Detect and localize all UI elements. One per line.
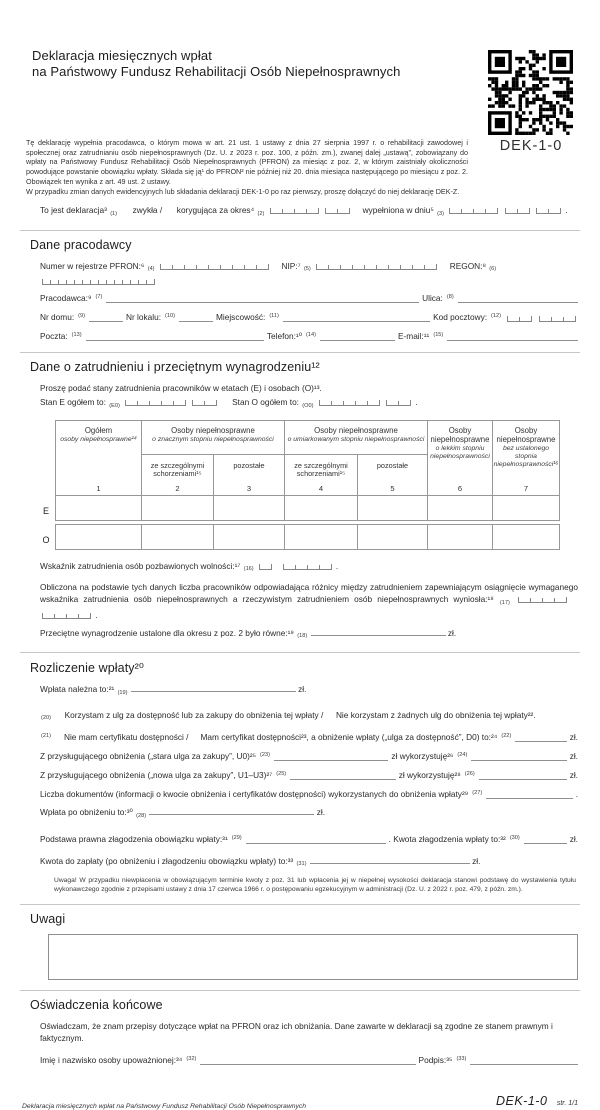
col-title: Ogółem — [84, 425, 113, 435]
label: Nr lokalu: — [125, 312, 162, 323]
col-header-lekki — [427, 421, 492, 495]
comb-field[interactable] — [319, 400, 380, 406]
employer-address-line — [40, 310, 578, 323]
position-label: (8) — [446, 294, 454, 301]
cell-o5[interactable] — [357, 525, 427, 549]
podstawa-prawna-line — [40, 832, 578, 845]
section-oswiadczenia — [20, 990, 580, 1066]
comb-field[interactable] — [42, 279, 155, 285]
label: korygująca za okres⁴ — [176, 205, 255, 216]
col-header-szczegolne-2 — [284, 455, 357, 495]
fill-field[interactable] — [149, 807, 314, 815]
label: To jest deklaracja³ — [40, 205, 107, 216]
fill-field[interactable] — [320, 333, 395, 341]
employment-totals-line — [40, 396, 580, 412]
liczba-dokumentow-line — [40, 787, 578, 800]
position-label: (28) — [136, 812, 147, 819]
position-label: (23) — [260, 752, 270, 759]
label: Obliczona na podstawie tych danych liczba pracowników odpowiadająca różnicy między zatrudnieniem zapewniającym osiągnięcie wymaganego wskaźnika zatrudnienia osób niepełnosprawnych a rzeczywistym zatrudnieniem osób niepełnosprawnych wyniosła:¹⁸ — [40, 582, 578, 605]
col-number: 7 — [523, 483, 529, 493]
fill-field[interactable] — [515, 734, 566, 742]
position-label: (27) — [472, 790, 483, 797]
statement-text: Oświadczam, że znam przepisy dotyczące wpłat na PFRON oraz ich obniżania. Dane zawarte w deklaracji są zgodne ze stanem prawnym i faktycznym. — [40, 1021, 553, 1044]
form-header — [20, 48, 580, 156]
footer-title: Deklaracja miesięcznych wpłat na Państwowy Fundusz Rehabilitacji Osób Niepełnosprawnych — [22, 1103, 307, 1110]
fill-field[interactable] — [486, 791, 572, 799]
comb-field[interactable] — [507, 316, 532, 322]
label: . — [565, 205, 568, 216]
certyfikat-line — [40, 730, 578, 743]
comb-field[interactable] — [283, 564, 332, 570]
uwagi-textarea[interactable] — [48, 934, 578, 980]
label: Numer w rejestrze PFRON:⁶ — [40, 260, 145, 271]
position-label: (14) — [306, 332, 316, 339]
cell-o7[interactable] — [492, 525, 559, 549]
declaration-type-line — [40, 204, 580, 220]
position-label: (29) — [231, 834, 242, 841]
group-subtitle: o umiarkowanym stopniu niepełnosprawności — [287, 435, 425, 443]
group-title: Osoby niepełnosprawne — [314, 425, 398, 435]
label: REGON:⁸ — [449, 260, 486, 271]
position-label: (25) — [276, 771, 287, 778]
fill-field[interactable] — [290, 772, 396, 780]
cell-o2[interactable] — [141, 525, 213, 549]
label: zł. — [569, 751, 578, 762]
position-label: (10) — [165, 313, 175, 320]
position-label: (9) — [78, 313, 85, 320]
row-label-o: O — [42, 534, 50, 545]
label: Wskaźnik zatrudnienia osób pozbawionych wolności:¹⁷ — [40, 560, 241, 571]
label: Nie mam certyfikatu dostępności / — [63, 732, 189, 743]
position-label: (24) — [457, 752, 468, 759]
kwota-warning-note: Uwaga! W przypadku niewpłacenia w obowiązującym terminie kwoty z poz. 31 lub wpłacenia jej w niepełnej wysokości deklaracja stanowi podstawę do wystawienia tytułu wykonawczego zgodnie z przepisami ustawy z dnia 17 czerwca 1966 r. o postępowaniu egzekucyjnym w administracji (Dz. U. z 2022 r. poz. 479, z późn. zm.). — [54, 877, 576, 894]
fill-field[interactable] — [311, 628, 446, 636]
section-heading: Dane o zatrudnieniu i przeciętnym wynagrodzeniu¹² — [30, 360, 320, 375]
col-number: 2 — [175, 483, 180, 493]
fill-field[interactable] — [246, 836, 386, 844]
label: zł. — [472, 855, 481, 866]
col-title: pozostałe — [233, 460, 265, 470]
label: Nr domu: — [40, 312, 75, 323]
comb-field[interactable] — [325, 208, 350, 214]
employment-note: Proszę podać stany zatrudnienia pracowników w etatach (E) i osobach (O)¹³. — [40, 383, 322, 394]
nowa-ulga-line — [40, 768, 578, 781]
kwota-do-zaplaty-line — [40, 855, 580, 871]
fill-field[interactable] — [200, 1057, 415, 1065]
table-row-o — [55, 524, 560, 550]
comb-field[interactable] — [125, 400, 186, 406]
comb-field[interactable] — [192, 400, 217, 406]
position-label: (18) — [297, 633, 308, 640]
col-subtitle: osoby niepełnosprawne¹⁴ — [60, 435, 137, 443]
label: Wpłata po obniżeniu to:³⁰ — [40, 807, 133, 818]
cell-o6[interactable] — [427, 525, 492, 549]
comb-field[interactable] — [505, 208, 530, 214]
fill-field[interactable] — [447, 333, 578, 341]
label: Podstawa prawna złagodzenia obowiązku wpłaty:³¹ — [40, 833, 228, 844]
position-label: (19) — [117, 689, 128, 696]
comb-field[interactable] — [386, 400, 411, 406]
position-label: (O0) — [302, 402, 314, 409]
label: . — [335, 560, 339, 571]
comb-field[interactable] — [539, 316, 576, 322]
label: zł. — [298, 684, 307, 695]
comb-field[interactable] — [316, 264, 437, 270]
comb-field[interactable] — [160, 264, 269, 270]
label: Korzystam z ulg za dostępność lub za zakupy do obniżenia tej wpłaty / — [64, 709, 324, 720]
fill-field[interactable] — [479, 772, 567, 780]
label: Telefon:¹⁰ — [266, 331, 303, 342]
cell-o4[interactable] — [284, 525, 357, 549]
label: zł wykorzystuję²⁶ — [391, 751, 454, 762]
cell-o3[interactable] — [213, 525, 284, 549]
position-label: (3) — [437, 210, 444, 217]
fill-field[interactable] — [131, 684, 296, 692]
section-rozliczenie — [20, 652, 580, 894]
label: zł. — [316, 807, 326, 818]
label: Nie korzystam z żadnych ulg do obniżenia tej wpłaty²². — [335, 709, 536, 720]
cell-e6[interactable] — [427, 496, 492, 520]
label: . — [575, 789, 578, 800]
label: Mam certyfikat dostępności²³, a obniżenie wpłaty („ulga za dostępność”, D0) to:²⁴ — [200, 732, 498, 743]
comb-field[interactable] — [449, 208, 498, 214]
col-number: 1 — [96, 483, 101, 493]
label: zł wykorzystuję²⁸ — [398, 770, 461, 781]
section-heading: Dane pracodawcy — [30, 237, 132, 252]
label: . — [95, 609, 98, 620]
cell-e3[interactable] — [213, 496, 284, 520]
fill-field[interactable] — [179, 314, 213, 322]
fill-field[interactable] — [89, 314, 123, 322]
row-label-e: E — [42, 505, 49, 516]
position-label: (33) — [456, 1056, 467, 1063]
label: zł. — [569, 833, 578, 844]
label: zł. — [569, 732, 578, 743]
col-title: Osoby niepełnosprawne — [430, 425, 490, 444]
position-label: (5) — [303, 266, 311, 273]
qr-code-icon — [488, 50, 574, 135]
fill-field[interactable] — [470, 1057, 578, 1065]
position-label: (32) — [186, 1056, 197, 1063]
label: Kwota do zapłaty (po obniżeniu i złagodzeniu obowiązku wpłaty) to:³³ — [40, 855, 294, 866]
label: zł. — [569, 770, 578, 781]
fill-field[interactable] — [274, 753, 388, 761]
label: E-mail:¹¹ — [397, 331, 430, 342]
col-title: pozostałe — [376, 460, 409, 470]
section-heading: Rozliczenie wpłaty²⁰ — [30, 661, 144, 676]
col-header-bez-stopnia — [492, 421, 559, 495]
col-title: ze szczególnymi schorzeniami¹⁵ — [150, 460, 205, 479]
label: . — [415, 397, 418, 408]
position-label: (22) — [501, 733, 512, 740]
label: Kod pocztowy: — [433, 312, 488, 323]
col-header-pozostale-1 — [213, 455, 284, 495]
label: Przeciętne wynagrodzenie ustalone dla okresu z poz. 2 było równe:¹⁹ — [40, 627, 294, 638]
label: Wpłata należna to:²¹ — [40, 684, 115, 695]
position-label: (15) — [433, 332, 444, 339]
signature-line — [40, 1053, 578, 1066]
group-title: Osoby niepełnosprawne — [171, 425, 255, 435]
employer-ids-line — [40, 260, 580, 288]
comb-field[interactable] — [42, 613, 91, 619]
stara-ulga-line — [40, 749, 578, 762]
position-label: (21) — [41, 733, 51, 740]
employer-contact-line — [40, 329, 578, 342]
label: Podpis:³⁵ — [418, 1055, 453, 1066]
fill-field[interactable] — [106, 295, 419, 303]
employment-table — [42, 420, 560, 550]
form-code: DEK-1-0 — [499, 138, 563, 154]
label: Miejscowość: — [215, 312, 266, 323]
position-label: (2) — [257, 210, 265, 217]
wplata-nalezna-line — [40, 683, 580, 699]
fill-field[interactable] — [86, 333, 264, 341]
obliczona-line — [40, 581, 578, 621]
col-header-ogolem — [56, 421, 141, 495]
col-number: 5 — [390, 483, 395, 493]
fill-field[interactable] — [283, 314, 430, 322]
cell-e7[interactable] — [492, 496, 559, 520]
ulgi-choice-line — [40, 709, 580, 725]
footer-form-code: DEK-1-0 — [495, 1094, 548, 1109]
col-header-pozostale-2 — [357, 455, 427, 495]
position-label: (7) — [95, 294, 103, 301]
group-subtitle: o znacznym stopniu niepełnosprawności — [152, 435, 274, 443]
comb-field[interactable] — [518, 597, 567, 603]
label: zwykła / — [132, 205, 163, 216]
fill-field[interactable] — [310, 856, 470, 864]
position-label: (16) — [243, 566, 254, 573]
position-label: (4) — [147, 266, 155, 273]
col-number: 6 — [457, 483, 463, 493]
position-label: (11) — [269, 313, 279, 320]
cell-e4[interactable] — [284, 496, 357, 520]
label: Imię i nazwisko osoby upoważnionej:³⁴ — [40, 1055, 183, 1066]
col-number: 4 — [318, 483, 324, 493]
label: NIP:⁷ — [281, 260, 301, 271]
table-header — [55, 420, 560, 495]
label: zł. — [447, 627, 457, 638]
label: Ulica: — [422, 293, 443, 304]
fill-field[interactable] — [524, 836, 567, 844]
comb-field[interactable] — [270, 208, 319, 214]
position-label: (12) — [491, 313, 501, 320]
employer-name-line — [40, 291, 578, 304]
col-subtitle: o lekkim stopniu niepełnosprawności — [430, 444, 490, 460]
col-group-umiarkowany — [284, 421, 427, 455]
przecietne-line — [40, 627, 580, 643]
position-label: (E0) — [109, 402, 120, 409]
position-label: (1) — [110, 210, 118, 217]
label: Stan E ogółem to: — [40, 397, 106, 408]
cell-o1[interactable] — [56, 525, 141, 549]
form-title-line1: Deklaracja miesięcznych wpłat — [32, 48, 212, 63]
section-heading: Uwagi — [30, 912, 66, 927]
footer-page-number: str. 1/1 — [556, 1100, 578, 1108]
col-group-znaczny — [141, 421, 284, 455]
label: Pracodawca:⁹ — [40, 293, 92, 304]
table-row-e — [55, 495, 560, 521]
wskaznik-line — [40, 560, 580, 576]
comb-field[interactable] — [259, 564, 272, 570]
position-label: (31) — [296, 861, 307, 868]
label: Z przysługującego obniżenia („nowa ulga za zakupy”, U1–U3)²⁷ — [40, 770, 273, 781]
col-header-szczegolne-1 — [141, 455, 213, 495]
wplata-po-obnizeniu-line — [40, 806, 580, 822]
section-zatrudnienie — [20, 352, 580, 642]
label: Stan O ogółem to: — [232, 397, 299, 408]
label: Poczta: — [40, 331, 68, 342]
cell-e1[interactable] — [56, 496, 141, 520]
fill-field[interactable] — [471, 753, 566, 761]
footer-code-block — [496, 1092, 578, 1110]
position-label: (17) — [499, 599, 510, 606]
cell-e2[interactable] — [141, 496, 213, 520]
position-label: (20) — [41, 715, 51, 722]
label: wypełniona w dniu⁵ — [362, 205, 434, 216]
form-title-line2: na Państwowy Fundusz Rehabilitacji Osób Niepełnosprawnych — [32, 64, 401, 79]
label: Z przysługującego obniżenia („stara ulga za zakupy”, U0)²⁵ — [40, 751, 257, 762]
section-dane-pracodawcy — [20, 230, 580, 343]
comb-field[interactable] — [536, 208, 561, 214]
intro-paragraph-2: W przypadku zmian danych ewidencyjnych lub składania deklaracji DEK-1-0 po raz pierwszy, proszę dołączyć do niej deklarację DEK-Z. — [26, 186, 460, 196]
cell-e5[interactable] — [357, 496, 427, 520]
col-title: ze szczególnymi schorzeniami¹⁵ — [294, 460, 348, 479]
intro-paragraph-1: Tę deklarację wypełnia pracodawca, o którym mowa w art. 21 ust. 1 ustawy z dnia 27 sierpnia 1997 r. o rehabilitacji zawodowej i społecznej oraz zatrudnianiu osób niepełnosprawnych (Dz. U. z 2023 r. poz. 100, z późn. zm.), zwanej dalej „ustawą”, zobowiązany do wpłaty na Państwowy Fundusz Rehabilitacji Osób Niepełnosprawnych (PFRON) za miesiąc z poz. 2, w którym zaistniały okoliczności powodujące powstanie obowiązku wpłaty. Składa się ją¹ do PFRON² nie później niż 20. dnia miesiąca następującego po miesiącu z poz. 2. Obowiązek ten wynika z art. 49 ust. 2 ustawy. — [26, 138, 468, 186]
section-uwagi — [20, 904, 580, 980]
position-label: (6) — [489, 266, 497, 273]
col-subtitle: bez ustalonego stopnia niepełnosprawności¹⁶ — [493, 444, 559, 468]
label: . Kwota złagodzenia wpłaty to:³² — [388, 833, 506, 844]
col-title: Osoby niepełnosprawne — [496, 425, 556, 444]
label: Liczba dokumentów (informacji o kwocie obniżenia i certyfikatów dostępności) wykorzystanych do obniżenia wpłaty²⁹ — [40, 789, 469, 800]
position-label: (13) — [71, 332, 82, 339]
section-heading: Oświadczenia końcowe — [30, 998, 163, 1013]
position-label: (30) — [509, 834, 520, 841]
qr-block — [488, 50, 574, 154]
col-number: 3 — [246, 483, 252, 493]
form-footer — [22, 1092, 578, 1110]
fill-field[interactable] — [458, 295, 578, 303]
position-label: (26) — [464, 771, 475, 778]
